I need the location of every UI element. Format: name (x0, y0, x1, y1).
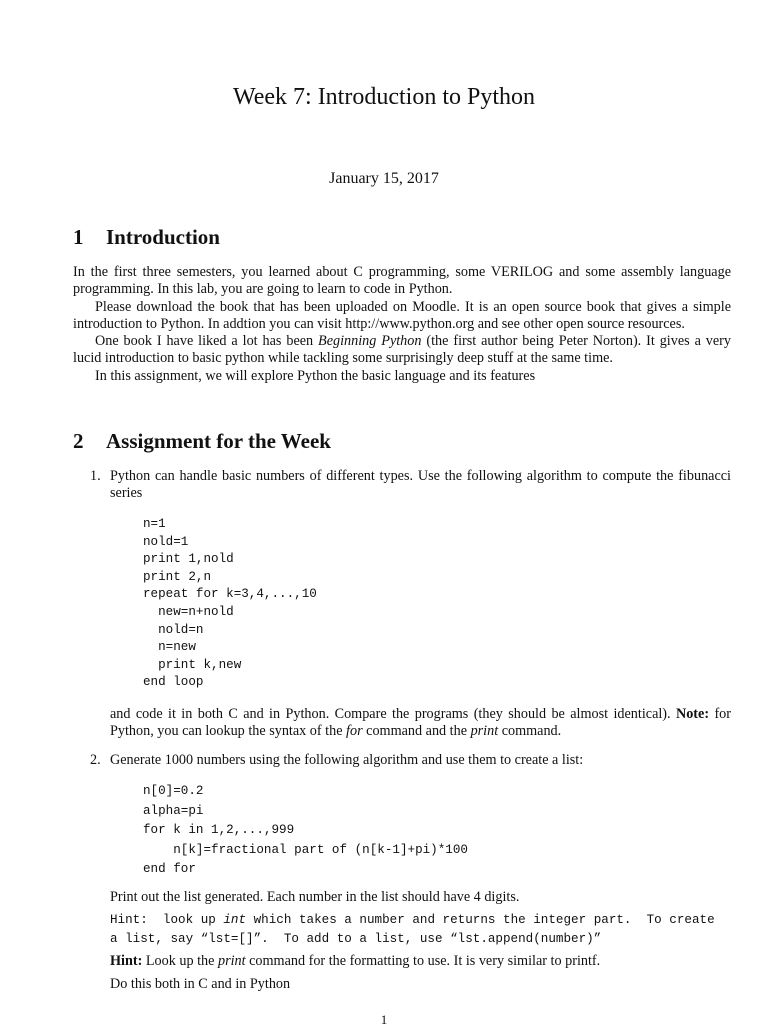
list-item-label: 2. (90, 752, 101, 768)
item1-followup-part: and code it in both C and in Python. Compare the programs (they should be almost identical). (110, 706, 676, 722)
intro-p3-text: One book I have liked a lot has been (95, 333, 319, 350)
code-block-random-list: n[0]=0.2 alpha=pi for k in 1,2,...,999 n[k]=fractional part of (n[k-1]+pi)*100 end for (143, 784, 468, 876)
intro-paragraph-2: Please download the book that has been uploaded on Moodle. It is an open source book that gives a simple introduction to Python. In addtion you can visit http://www.python.org and see other open source resources. (73, 298, 731, 332)
item1-followup-part: command. (498, 723, 562, 740)
hint-text-rest: which takes a number and returns the integer part. To create a list, say “lst=[]”. To add to a list, use “lst.append(number)” (110, 913, 715, 946)
section-heading-assignment (73, 429, 331, 454)
intro-p3-text-rest: (the first author being Peter Norton). It gives a very lucid introduction to basic python while tackling some surprisingly deep stuff at the same time. (73, 333, 731, 367)
item1-followup-part: command and the (362, 723, 471, 740)
intro-paragraph-4: In this assignment, we will explore Python the basic language and its features (95, 367, 536, 384)
intro-paragraph-1: In the first three semesters, you learned about C programming, some VERILOG and some assembly language programming. In this lab, you are going to learn to code in Python. (73, 264, 731, 298)
section-title: Introduction (106, 225, 220, 249)
int-keyword: int (223, 913, 247, 927)
intro-paragraph-3 (73, 333, 731, 368)
hint-int (110, 911, 755, 948)
note-label: Note: (675, 706, 710, 722)
list-item-text: Python can handle basic numbers of different types. Use the following algorithm to compute the fibunacci series (110, 468, 731, 502)
item1-followup-text (110, 706, 731, 741)
list-item-2 (90, 752, 731, 769)
print-keyword: print (470, 723, 499, 740)
list-item-label: 1. (90, 468, 101, 484)
hint-print (110, 953, 731, 970)
hint-text-rest: command for the formatting to use. It is very similar to printf. (245, 953, 601, 969)
document-title: Week 7: Introduction to Python (232, 84, 536, 110)
section-title: Assignment for the Week (106, 429, 331, 453)
for-keyword: for (346, 723, 363, 740)
list-item-1 (90, 468, 731, 503)
print-instruction: Print out the list generated. Each number in the list should have 4 digits. (110, 889, 520, 905)
hint-label: Hint: (110, 953, 143, 969)
introduction-body (73, 264, 731, 385)
section-number: 1 (73, 225, 84, 249)
hint-text: Hint: look up (110, 913, 224, 927)
document-date: January 15, 2017 (329, 170, 439, 187)
section-heading-introduction (73, 225, 220, 250)
item1-followup-part: for Python, you can lookup the syntax of the (110, 706, 731, 740)
print-keyword: print (217, 953, 246, 969)
section-number: 2 (73, 429, 84, 453)
final-instruction: Do this both in C and in Python (110, 976, 291, 992)
page-number: 1 (380, 1012, 388, 1027)
hint-text: Look up the (142, 953, 218, 969)
book-title: Beginning Python (318, 333, 422, 350)
code-block-fibonacci: n=1 nold=1 print 1,nold print 2,n repeat for k=3,4,...,10 new=n+nold nold=n n=new print k,new end loop (143, 517, 317, 690)
list-item-text: Generate 1000 numbers using the following algorithm and use them to create a list: (110, 752, 584, 768)
